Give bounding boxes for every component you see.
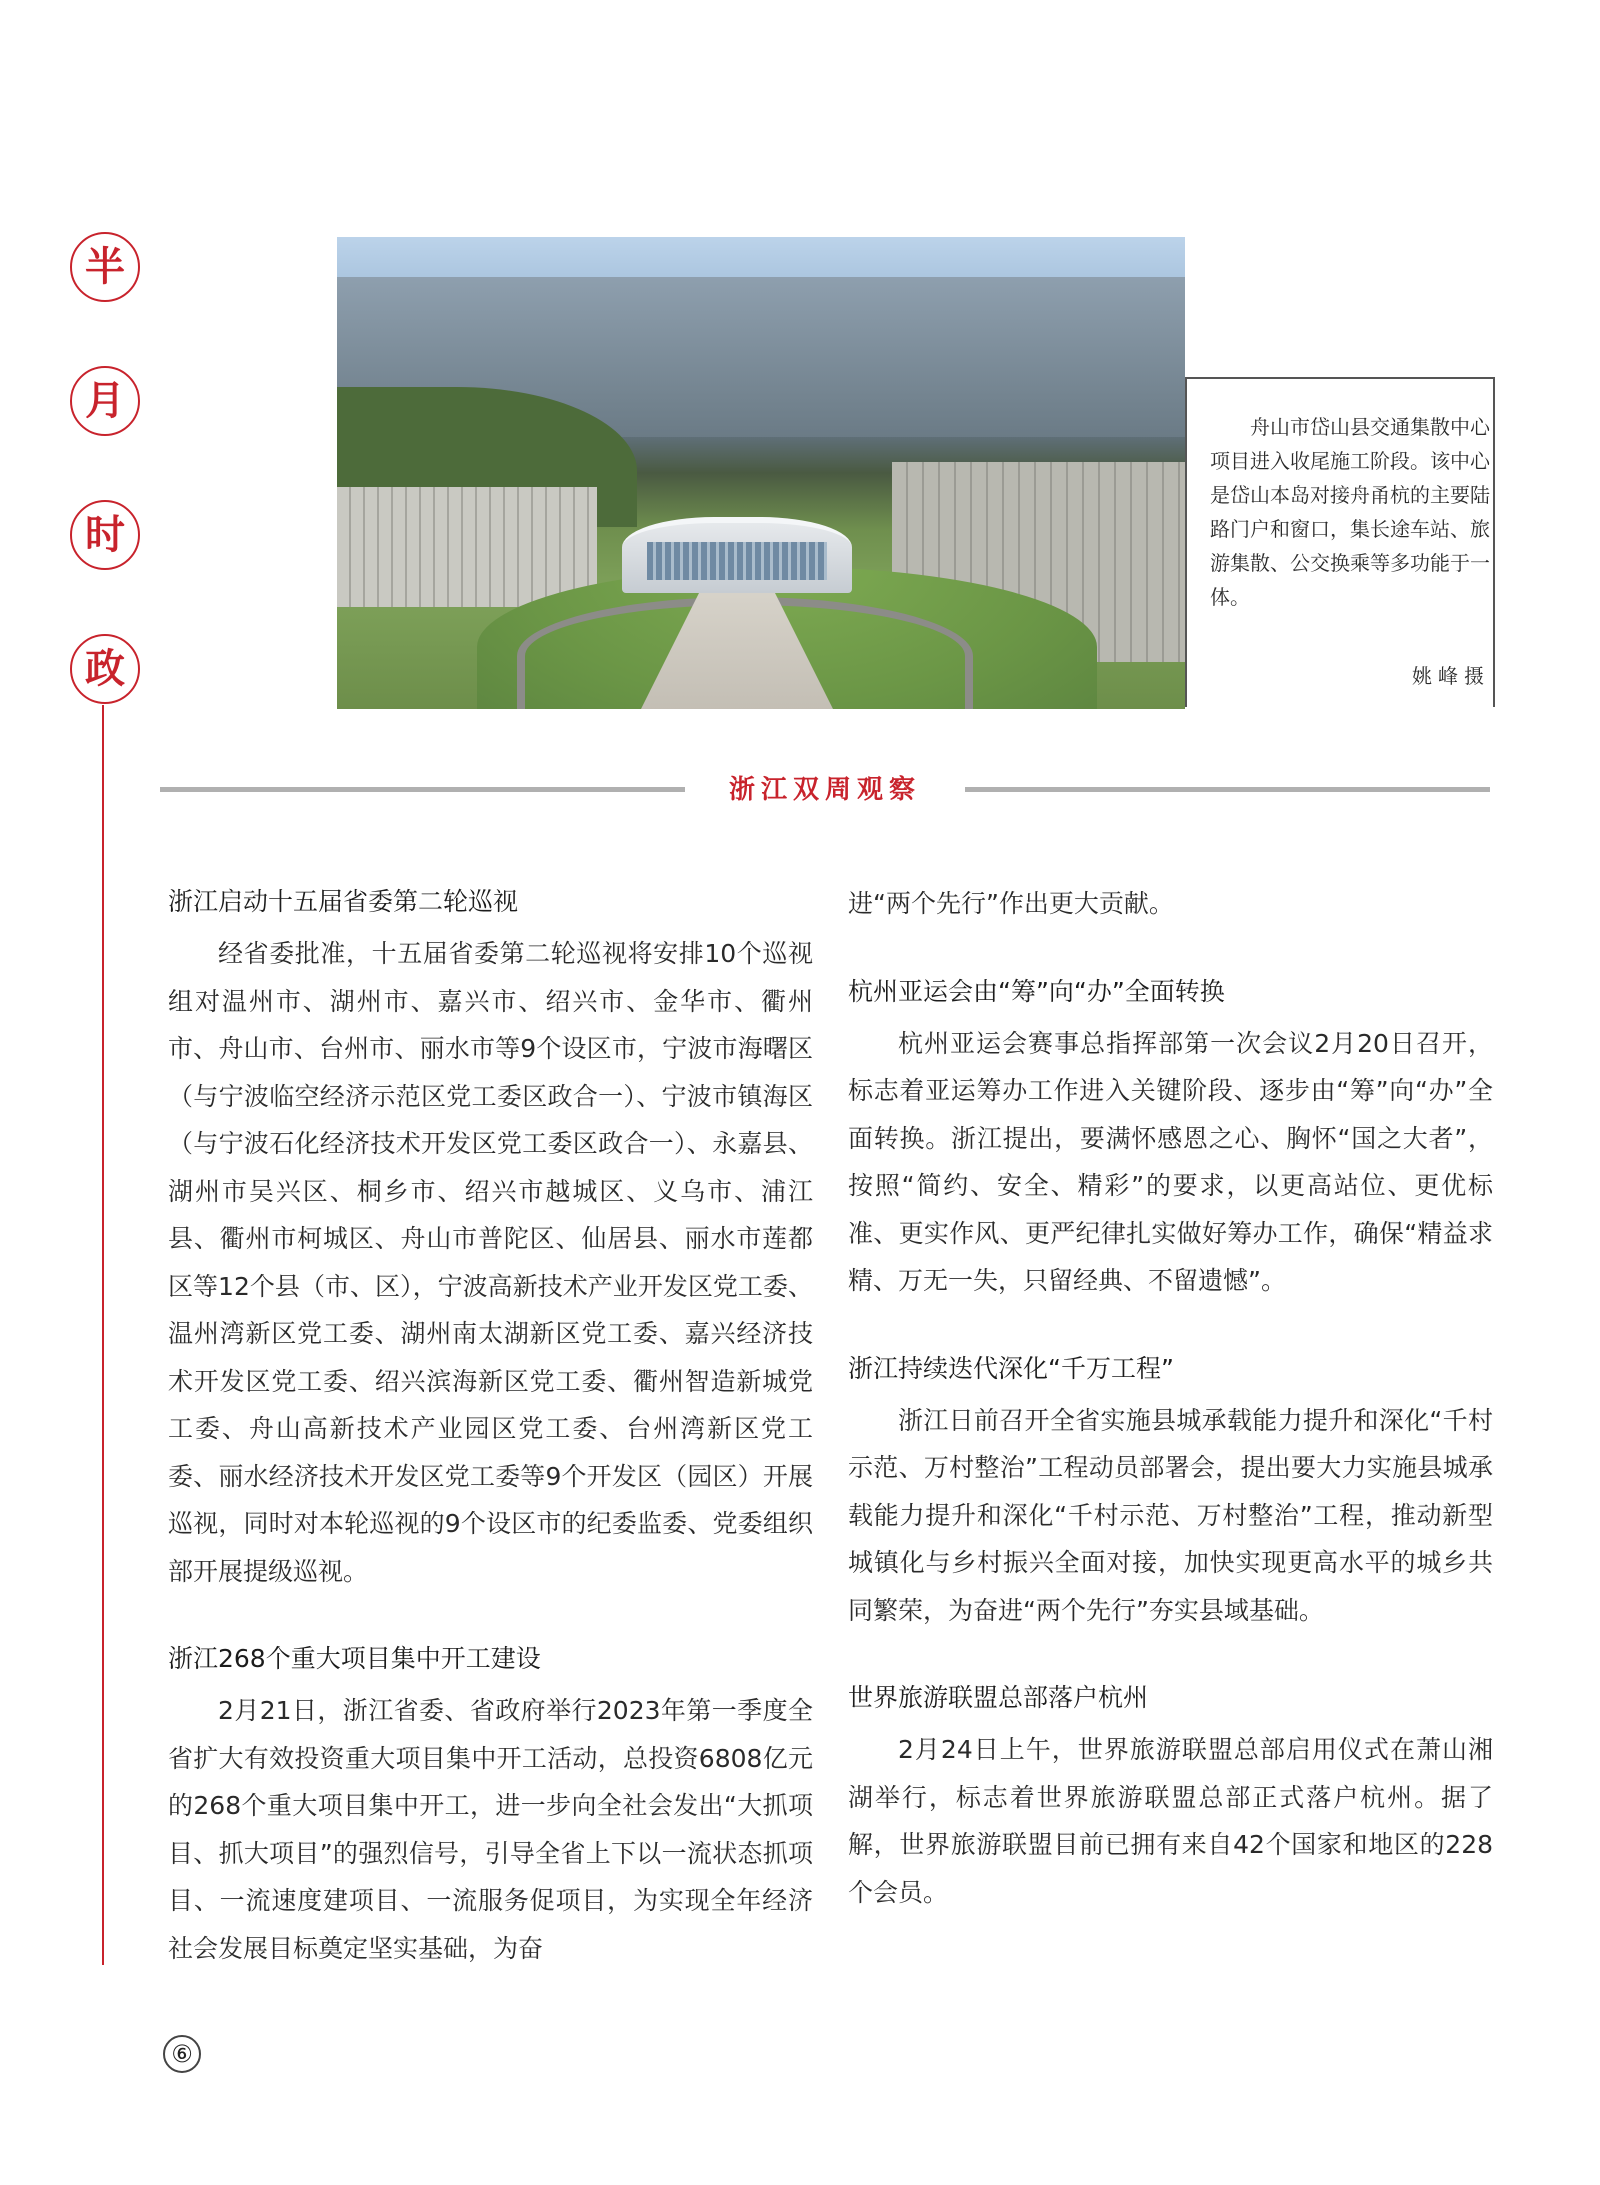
article-body: 杭州亚运会赛事总指挥部第一次会议2月20日召开，标志着亚运筹办工作进入关键阶段、逐步由“筹”向“办”全面转换。浙江提出，要满怀感恩之心、胸怀“国之大者”，按照“简约、安全、精彩”的要求，以更高站位、更优标准、更实作风、更严纪律扎实做好筹办工作，确保“精益求精、万无一失，只留经典、不留遗憾”。 (848, 1028, 1493, 1295)
article-title: 浙江268个重大项目集中开工建设 (168, 1644, 541, 1673)
article-continuation (848, 880, 1493, 928)
masthead-line (102, 705, 104, 1965)
section-title: 浙江双周观察 (728, 775, 921, 805)
right-column (848, 880, 1493, 1958)
masthead-char: 半 (70, 232, 140, 302)
banner-rule-left (160, 787, 685, 792)
article-title: 杭州亚运会由“筹”向“办”全面转换 (848, 976, 1225, 1006)
article (848, 1347, 1493, 1635)
article-body: 2月21日，浙江省委、省政府举行2023年第一季度全省扩大有效投资重大项目集中开工活动，总投资6808亿元的268个重大项目集中开工，进一步向全社会发出“大抓项目、抓大项目”的强烈信号，引导全省上下以一流状态抓项目、一流速度建项目、一流服务促项目，为实现全年经济社会发展目标奠定坚实基础，为奋 (168, 1696, 813, 1963)
news-photo (337, 237, 1185, 709)
article (848, 1676, 1493, 1916)
masthead-char: 时 (70, 500, 140, 570)
page-number: ⑥ (163, 2035, 201, 2073)
photo-parking-left (337, 487, 597, 607)
photo-credit: 姚峰摄 (1412, 664, 1490, 688)
article-title: 世界旅游联盟总部落户杭州 (848, 1683, 1149, 1712)
article (848, 970, 1493, 1305)
photo-caption: 舟山市岱山县交通集散中心项目进入收尾施工阶段。该中心是岱山本岛对接舟甬杭的主要陆路门户和窗口，集长途车站、旅游集散、公交换乘等多功能于一体。 (1210, 415, 1490, 609)
article-title: 浙江启动十五届省委第二轮巡视 (168, 887, 519, 916)
article (168, 880, 813, 1595)
section-banner (160, 775, 1490, 805)
article-body: 2月24日上午，世界旅游联盟总部启用仪式在萧山湘湖举行，标志着世界旅游联盟总部正式落户杭州。据了解，世界旅游联盟目前已拥有来自42个国家和地区的228个会员。 (848, 1735, 1493, 1907)
article-body-continued: 进“两个先行”作出更大贡献。 (848, 889, 1174, 918)
photo-terminal-facade (647, 542, 827, 580)
article-body: 浙江日前召开全省实施县城承载能力提升和深化“千村示范、万村整治”工程动员部署会，提出要大力实施县城承载能力提升和深化“千村示范、万村整治”工程，推动新型城镇化与乡村振兴全面对接，加快实现更高水平的城乡共同繁荣，为奋进“两个先行”夯实县域基础。 (848, 1405, 1493, 1625)
article-body: 经省委批准，十五届省委第二轮巡视将安排10个巡视组对温州市、湖州市、嘉兴市、绍兴市、金华市、衢州市、舟山市、台州市、丽水市等9个设区市，宁波市海曙区（与宁波临空经济示范区党工委区政合一）、宁波市镇海区（与宁波石化经济技术开发区党工委区政合一）、永嘉县、湖州市吴兴区、桐乡市、绍兴市越城区、义乌市、浦江县、衢州市柯城区、舟山市普陀区、仙居县、丽水市莲都区等12个县（市、区），宁波高新技术产业开发区党工委、温州湾新区党工委、湖州南太湖新区党工委、嘉兴经济技术开发区党工委、绍兴滨海新区党工委、衢州智造新城党工委、舟山高新技术产业园区党工委、台州湾新区党工委、丽水经济技术开发区党工委等9个开发区（园区）开展巡视，同时对本轮巡视的9个设区市的纪委监委、党委组织部开展提级巡视。 (168, 939, 813, 1586)
masthead-char: 政 (70, 634, 140, 704)
masthead (70, 232, 140, 768)
left-column (168, 880, 813, 2014)
article-title: 浙江持续迭代深化“千万工程” (848, 1353, 1174, 1383)
masthead-char: 月 (70, 366, 140, 436)
banner-rule-right (965, 787, 1490, 792)
article (168, 1637, 813, 1972)
